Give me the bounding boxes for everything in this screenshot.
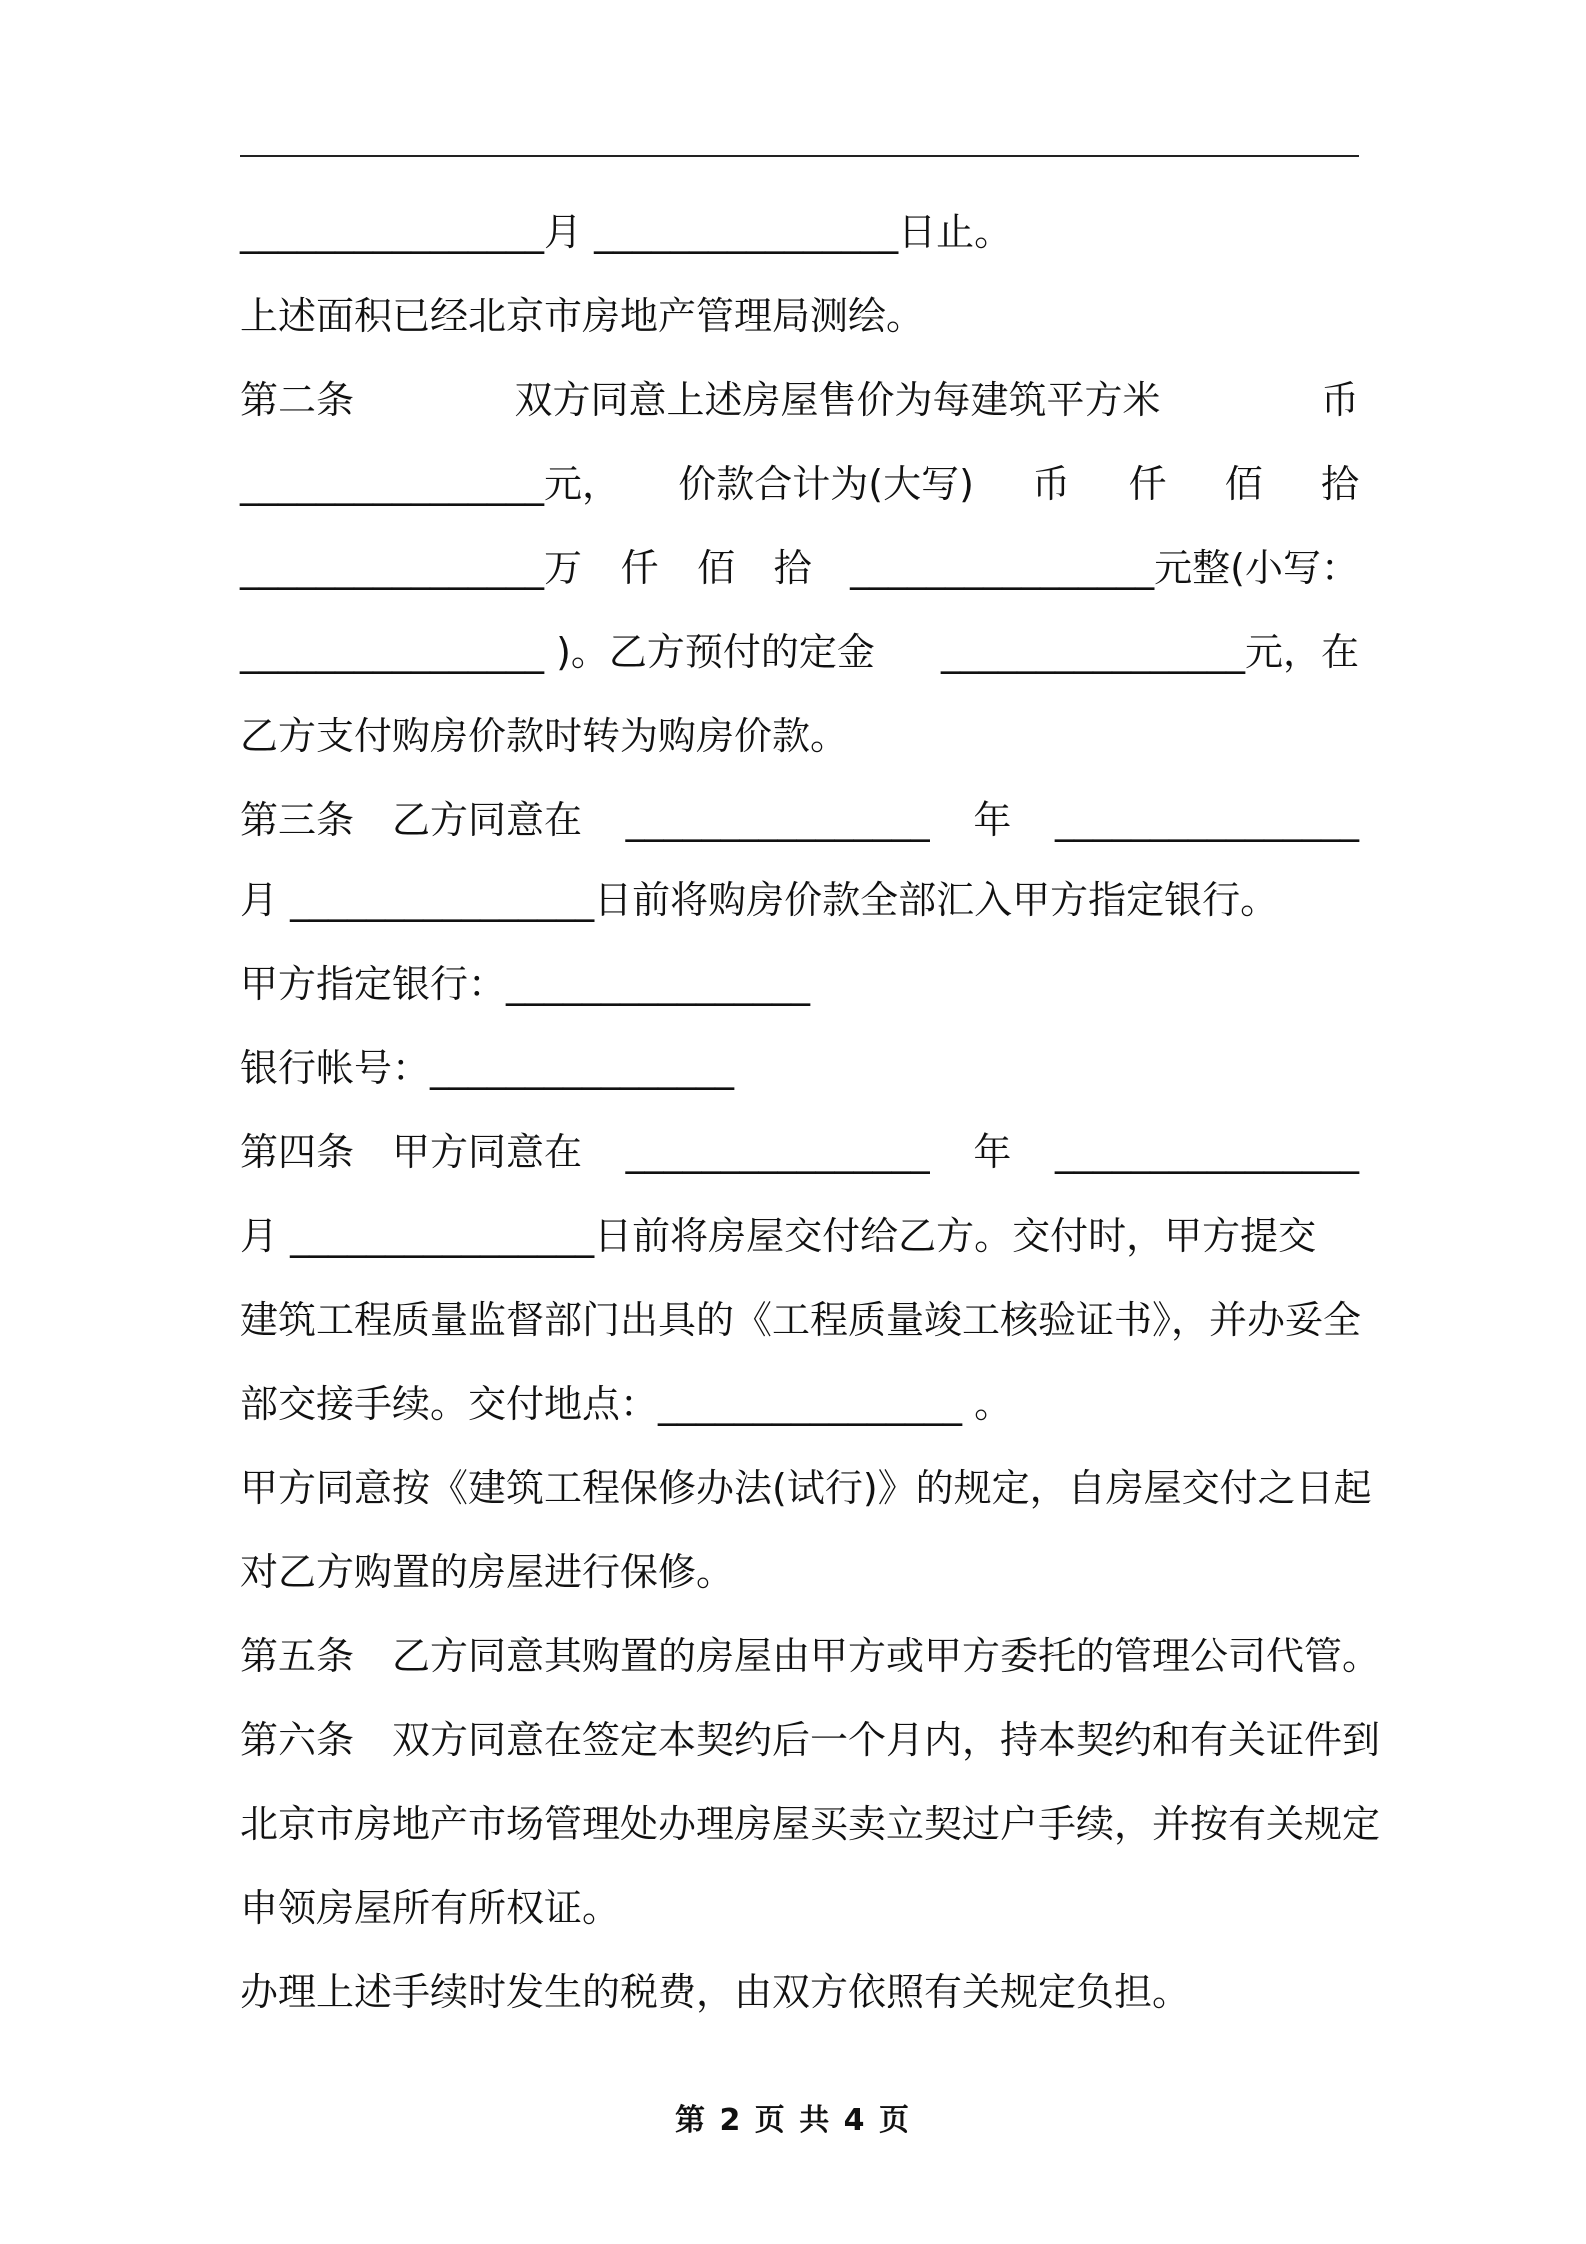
- text-segment: ________________元，在: [940, 630, 1359, 674]
- text-segment: 仟: [1128, 462, 1167, 506]
- text-line: 甲方指定银行：________________: [240, 962, 811, 1006]
- text-segment: 币: [1032, 462, 1071, 506]
- text-line: [240, 544, 1359, 592]
- text-segment: 佰: [697, 546, 736, 590]
- text-line: 上述面积已经北京市房地产管理局测绘。: [240, 294, 925, 338]
- page-number: 第 2 页 共 4 页: [675, 2103, 911, 2138]
- text-segment: ________________: [1055, 798, 1359, 842]
- text-segment: 仟: [620, 546, 659, 590]
- text-segment: 年: [973, 1130, 1012, 1174]
- text-line: 甲方同意按《建筑工程保修办法(试行)》的规定，自房屋交付之日起: [240, 1466, 1372, 1510]
- text-line: [240, 796, 1359, 844]
- header-rule: [240, 155, 1359, 157]
- text-line: [240, 376, 1359, 424]
- text-segment: 第二条: [240, 378, 355, 422]
- text-segment: 第四条 甲方同意在: [240, 1130, 583, 1174]
- text-segment: ________________ )。乙方预付的定金: [240, 630, 875, 674]
- text-segment: 价款合计为(大写): [678, 462, 974, 506]
- text-line: 银行帐号：________________: [240, 1046, 735, 1090]
- text-segment: ________________万: [240, 546, 583, 590]
- text-line: 对乙方购置的房屋进行保修。: [240, 1550, 735, 1594]
- text-line: 月 ________________日前将购房价款全部汇入甲方指定银行。: [240, 878, 1279, 922]
- text-segment: 双方同意上述房屋售价为每建筑平方米: [514, 378, 1161, 422]
- text-segment: ________________元整(小写：: [850, 546, 1359, 590]
- text-line: ________________月 ________________日止。: [240, 210, 1013, 254]
- text-segment: 拾: [1320, 462, 1359, 506]
- text-line: [240, 460, 1359, 508]
- text-line: 月 ________________日前将房屋交付给乙方。交付时，甲方提交: [240, 1214, 1317, 1258]
- text-segment: ________________元，: [240, 462, 621, 506]
- text-line: 办理上述手续时发生的税费，由双方依照有关规定负担。: [240, 1970, 1191, 2014]
- text-line: 第五条 乙方同意其购置的房屋由甲方或甲方委托的管理公司代管。: [240, 1634, 1381, 1678]
- text-line: 北京市房地产市场管理处办理房屋买卖立契过户手续，并按有关规定: [240, 1802, 1381, 1846]
- text-line: [240, 628, 1359, 676]
- text-line: 乙方支付购房价款时转为购房价款。: [240, 714, 849, 758]
- text-segment: 年: [973, 798, 1012, 842]
- text-line: [240, 1128, 1359, 1176]
- text-line: 部交接手续。交付地点：________________ 。: [240, 1382, 1013, 1426]
- text-segment: 佰: [1224, 462, 1263, 506]
- text-line: 申领房屋所有所权证。: [240, 1886, 621, 1930]
- text-line: 建筑工程质量监督部门出具的《工程质量竣工核验证书》，并办妥全: [240, 1298, 1362, 1342]
- text-segment: 第三条 乙方同意在: [240, 798, 583, 842]
- text-line: 第六条 双方同意在签定本契约后一个月内，持本契约和有关证件到: [240, 1718, 1381, 1762]
- text-segment: 币: [1320, 378, 1359, 422]
- text-segment: ________________: [625, 1130, 930, 1174]
- text-segment: ________________: [625, 798, 930, 842]
- text-segment: 拾: [773, 546, 812, 590]
- text-segment: ________________: [1055, 1130, 1359, 1174]
